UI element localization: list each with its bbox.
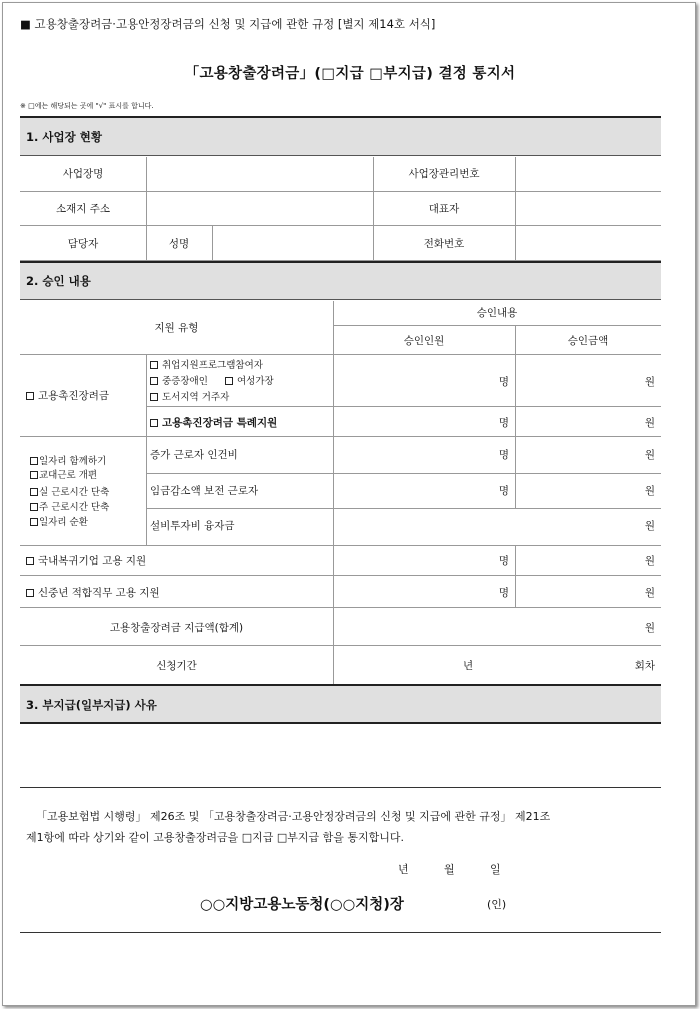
form-note: ※ □에는 해당되는 곳에 "√" 표시를 합니다. [20, 102, 154, 110]
checkbox[interactable] [26, 589, 34, 597]
checkbox[interactable] [150, 393, 158, 401]
divider [20, 645, 661, 646]
divider [212, 226, 213, 260]
promo-item-0[interactable]: 취업지원프로그램참여자 [150, 357, 263, 371]
unit-person: 명 [498, 376, 509, 388]
unit-person: 명 [498, 417, 509, 429]
unit-round: 회차 [634, 660, 655, 672]
name-label: 성명 [168, 238, 190, 250]
unit-won: 원 [644, 485, 655, 497]
job-type-3[interactable]: 주 근로시간 단축 [30, 499, 109, 513]
promo-special-label: 고용촉진장려금 특례지원 [162, 417, 278, 429]
unit-person: 명 [498, 449, 509, 461]
support-type-label: 지원 유형 [154, 322, 199, 334]
phone-label: 전화번호 [423, 238, 465, 250]
date-month: 월 [444, 863, 455, 876]
checkbox[interactable] [30, 488, 38, 496]
section1-heading: 1. 사업장 현황 [20, 116, 661, 156]
divider [146, 355, 147, 545]
statement-line1: 「고용보험법 시행령」 제26조 및 「고용창출장려금·고용안정장려금의 신청 및 지급에 관한 규정」 제21조 [36, 810, 551, 823]
promo-item-3[interactable]: 도서지역 거주자 [150, 389, 229, 403]
reshoring-row[interactable] [26, 553, 146, 568]
job-type-0[interactable]: 일자리 함께하기 [30, 453, 106, 467]
unit-won: 원 [644, 622, 655, 634]
unit-person: 명 [498, 555, 509, 567]
divider [20, 545, 661, 546]
seal-mark: (인) [487, 898, 507, 911]
period-label: 신청기간 [156, 660, 197, 672]
unit-won: 원 [644, 417, 655, 429]
date-day: 일 [490, 863, 501, 876]
approved-amount-label: 승인금액 [567, 335, 609, 347]
promo-item-2[interactable]: 여성가장 [225, 373, 274, 387]
promo-special-row[interactable] [150, 415, 277, 430]
form-header: ■ 고용창출장려금·고용안정장려금의 신청 및 지급에 관한 규정 [별지 제14호 서식] [20, 17, 436, 31]
site-name-label: 사업장명 [62, 168, 104, 180]
section3-heading: 3. 부지급(일부지급) 사유 [20, 684, 661, 724]
checkbox[interactable] [26, 557, 34, 565]
divider [20, 932, 661, 933]
divider [20, 575, 661, 576]
unit-won: 원 [644, 376, 655, 388]
mgmt-no-label: 사업장관리번호 [408, 168, 480, 180]
divider [20, 436, 661, 437]
total-label: 고용창출장려금 지급액(합계) [109, 622, 244, 634]
divider [146, 508, 661, 509]
labor-increase-label: 증가 근로자 인건비 [150, 449, 238, 461]
promo-checkbox-row[interactable] [26, 388, 109, 403]
job-type-4[interactable]: 일자리 순환 [30, 514, 88, 528]
unit-won: 원 [644, 449, 655, 461]
checkbox[interactable] [150, 419, 158, 427]
divider [515, 157, 516, 260]
divider [146, 473, 661, 474]
unit-person: 명 [498, 587, 509, 599]
midlife-row[interactable] [26, 585, 160, 600]
checkbox[interactable] [30, 471, 38, 479]
unit-year: 년 [463, 660, 474, 672]
approval-label: 승인내용 [476, 307, 518, 319]
address-label: 소재지 주소 [55, 203, 111, 215]
checkbox[interactable] [26, 392, 34, 400]
job-type-1[interactable]: 교대근로 개편 [30, 467, 97, 481]
midlife-label: 신중년 적합직무 고용 지원 [38, 587, 160, 599]
checkbox[interactable] [30, 457, 38, 465]
date-year: 년 [398, 863, 409, 876]
job-type-2[interactable]: 실 근로시간 단축 [30, 484, 109, 498]
facility-loan-label: 설비투자비 융자금 [150, 520, 235, 532]
checkbox[interactable] [30, 503, 38, 511]
rep-label: 대표자 [428, 203, 460, 215]
divider [20, 225, 661, 226]
unit-person: 명 [498, 485, 509, 497]
checkbox[interactable] [30, 518, 38, 526]
divider [146, 406, 661, 407]
divider [20, 787, 661, 788]
checkbox[interactable] [150, 361, 158, 369]
statement-line2: 제1항에 따라 상기와 같이 고용창출장려금을 □지급 □부지급 함을 통지합니다. [26, 831, 405, 844]
unit-won: 원 [644, 520, 655, 532]
form-title: 「고용창출장려금」(□지급 □부지급) 결정 통지서 [184, 66, 516, 82]
divider [333, 325, 661, 326]
agency-name: ○○지방고용노동청(○○지청)장 [200, 897, 404, 913]
divider [20, 607, 661, 608]
manager-label: 담당자 [67, 238, 99, 250]
divider [20, 191, 661, 192]
approved-people-label: 승인인원 [403, 335, 445, 347]
unit-won: 원 [644, 587, 655, 599]
checkbox[interactable] [225, 377, 233, 385]
section2-heading: 2. 승인 내용 [20, 261, 661, 300]
unit-won: 원 [644, 555, 655, 567]
wage-reduction-label: 임금감소액 보전 근로자 [150, 485, 259, 497]
reshoring-label: 국내복귀기업 고용 지원 [38, 555, 147, 567]
promo-label: 고용촉진장려금 [38, 390, 110, 402]
divider [20, 354, 661, 355]
promo-item-1[interactable]: 중증장애인 [150, 373, 208, 387]
checkbox[interactable] [150, 377, 158, 385]
